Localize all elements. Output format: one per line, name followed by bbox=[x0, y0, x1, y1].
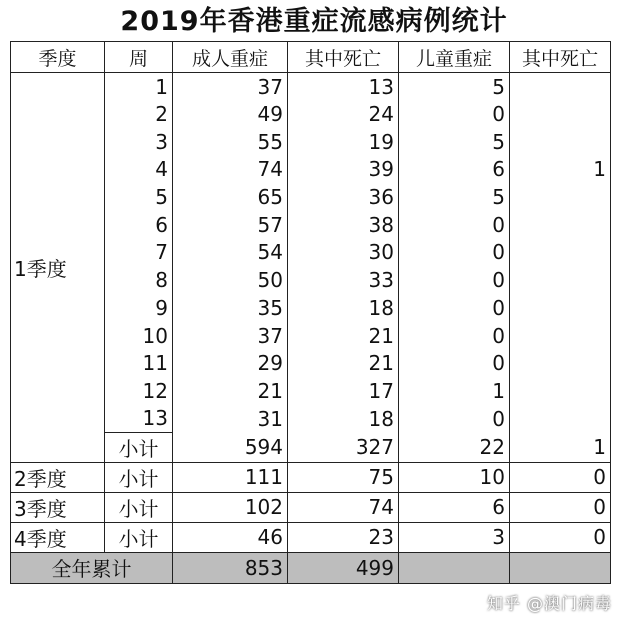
week-cell: 6 bbox=[105, 211, 173, 239]
week-cell: 7 bbox=[105, 239, 173, 267]
child-deaths-cell bbox=[510, 405, 611, 433]
quarter-label: 1季度 bbox=[11, 73, 105, 463]
child-severe-cell: 3 bbox=[399, 522, 510, 552]
child-severe-cell: 5 bbox=[399, 128, 510, 156]
adult-severe-cell: 35 bbox=[173, 294, 288, 322]
adult-deaths-cell: 36 bbox=[288, 183, 399, 211]
child-deaths-cell bbox=[510, 552, 611, 583]
week-cell: 2 bbox=[105, 100, 173, 128]
child-deaths-cell bbox=[510, 73, 611, 101]
week-cell: 4 bbox=[105, 156, 173, 184]
header-child-deaths: 其中死亡 bbox=[510, 42, 611, 73]
child-deaths-cell bbox=[510, 322, 611, 350]
adult-deaths-cell: 21 bbox=[288, 322, 399, 350]
quarter-label: 4季度 bbox=[11, 522, 105, 552]
child-deaths-cell: 0 bbox=[510, 522, 611, 552]
adult-severe-cell: 594 bbox=[173, 432, 288, 462]
adult-deaths-cell: 18 bbox=[288, 405, 399, 433]
adult-severe-cell: 29 bbox=[173, 349, 288, 377]
subtotal-label: 小计 bbox=[105, 522, 173, 552]
adult-severe-cell: 853 bbox=[173, 552, 288, 583]
table-summary-rows bbox=[11, 462, 611, 583]
child-deaths-cell: 0 bbox=[510, 462, 611, 492]
adult-severe-cell: 50 bbox=[173, 266, 288, 294]
child-severe-cell: 0 bbox=[399, 349, 510, 377]
header-row bbox=[11, 42, 611, 73]
week-cell: 9 bbox=[105, 294, 173, 322]
child-severe-cell: 6 bbox=[399, 492, 510, 522]
watermark: 知乎 @澳门病毒 bbox=[486, 594, 612, 613]
adult-deaths-cell: 13 bbox=[288, 73, 399, 101]
header-child-severe: 儿童重症 bbox=[399, 42, 510, 73]
adult-severe-cell: 49 bbox=[173, 100, 288, 128]
child-deaths-cell bbox=[510, 128, 611, 156]
adult-severe-cell: 55 bbox=[173, 128, 288, 156]
adult-deaths-cell: 24 bbox=[288, 100, 399, 128]
child-deaths-cell bbox=[510, 377, 611, 405]
q1-weeks bbox=[11, 73, 611, 463]
child-severe-cell: 22 bbox=[399, 432, 510, 462]
adult-severe-cell: 31 bbox=[173, 405, 288, 433]
adult-deaths-cell: 30 bbox=[288, 239, 399, 267]
child-severe-cell: 5 bbox=[399, 183, 510, 211]
adult-deaths-cell: 33 bbox=[288, 266, 399, 294]
child-deaths-cell bbox=[510, 349, 611, 377]
q3-row bbox=[11, 492, 611, 522]
child-deaths-cell bbox=[510, 294, 611, 322]
adult-severe-cell: 111 bbox=[173, 462, 288, 492]
adult-deaths-cell: 38 bbox=[288, 211, 399, 239]
adult-severe-cell: 102 bbox=[173, 492, 288, 522]
adult-severe-cell: 21 bbox=[173, 377, 288, 405]
adult-deaths-cell: 18 bbox=[288, 294, 399, 322]
adult-severe-cell: 57 bbox=[173, 211, 288, 239]
adult-deaths-cell: 327 bbox=[288, 432, 399, 462]
child-severe-cell: 1 bbox=[399, 377, 510, 405]
header-quarter: 季度 bbox=[11, 42, 105, 73]
child-severe-cell: 0 bbox=[399, 405, 510, 433]
child-severe-cell: 10 bbox=[399, 462, 510, 492]
child-deaths-cell bbox=[510, 239, 611, 267]
table-row bbox=[11, 73, 611, 101]
week-cell: 1 bbox=[105, 73, 173, 101]
adult-severe-cell: 65 bbox=[173, 183, 288, 211]
week-cell: 11 bbox=[105, 349, 173, 377]
child-severe-cell: 0 bbox=[399, 100, 510, 128]
q4-row bbox=[11, 522, 611, 552]
child-deaths-cell: 1 bbox=[510, 432, 611, 462]
adult-severe-cell: 54 bbox=[173, 239, 288, 267]
child-severe-cell: 6 bbox=[399, 156, 510, 184]
child-deaths-cell: 1 bbox=[510, 156, 611, 184]
week-cell: 10 bbox=[105, 322, 173, 350]
child-severe-cell bbox=[399, 552, 510, 583]
adult-deaths-cell: 499 bbox=[288, 552, 399, 583]
week-cell: 13 bbox=[105, 405, 173, 433]
subtotal-label: 小计 bbox=[105, 492, 173, 522]
adult-deaths-cell: 75 bbox=[288, 462, 399, 492]
adult-deaths-cell: 23 bbox=[288, 522, 399, 552]
subtotal-label: 小计 bbox=[105, 432, 173, 462]
adult-severe-cell: 37 bbox=[173, 322, 288, 350]
child-severe-cell: 0 bbox=[399, 266, 510, 294]
week-cell: 5 bbox=[105, 183, 173, 211]
table-title: 2019年香港重症流感病例统计 bbox=[120, 6, 508, 37]
child-deaths-cell bbox=[510, 266, 611, 294]
child-deaths-cell: 0 bbox=[510, 492, 611, 522]
quarter-label: 2季度 bbox=[11, 462, 105, 492]
child-severe-cell: 0 bbox=[399, 294, 510, 322]
header-week: 周 bbox=[105, 42, 173, 73]
week-cell: 12 bbox=[105, 377, 173, 405]
adult-deaths-cell: 21 bbox=[288, 349, 399, 377]
child-severe-cell: 5 bbox=[399, 73, 510, 101]
total-label: 全年累计 bbox=[11, 552, 173, 583]
week-cell: 3 bbox=[105, 128, 173, 156]
child-deaths-cell bbox=[510, 100, 611, 128]
child-severe-cell: 0 bbox=[399, 211, 510, 239]
subtotal-label: 小计 bbox=[105, 462, 173, 492]
child-severe-cell: 0 bbox=[399, 239, 510, 267]
adult-deaths-cell: 39 bbox=[288, 156, 399, 184]
adult-severe-cell: 74 bbox=[173, 156, 288, 184]
child-deaths-cell bbox=[510, 183, 611, 211]
adult-severe-cell: 37 bbox=[173, 73, 288, 101]
child-severe-cell: 0 bbox=[399, 322, 510, 350]
adult-severe-cell: 46 bbox=[173, 522, 288, 552]
quarter-label: 3季度 bbox=[11, 492, 105, 522]
adult-deaths-cell: 74 bbox=[288, 492, 399, 522]
header-adult-severe: 成人重症 bbox=[173, 42, 288, 73]
annual-total-row bbox=[11, 552, 611, 583]
child-deaths-cell bbox=[510, 211, 611, 239]
header-adult-deaths: 其中死亡 bbox=[288, 42, 399, 73]
adult-deaths-cell: 17 bbox=[288, 377, 399, 405]
q2-row bbox=[11, 462, 611, 492]
week-cell: 8 bbox=[105, 266, 173, 294]
adult-deaths-cell: 19 bbox=[288, 128, 399, 156]
flu-statistics-table bbox=[10, 41, 611, 584]
